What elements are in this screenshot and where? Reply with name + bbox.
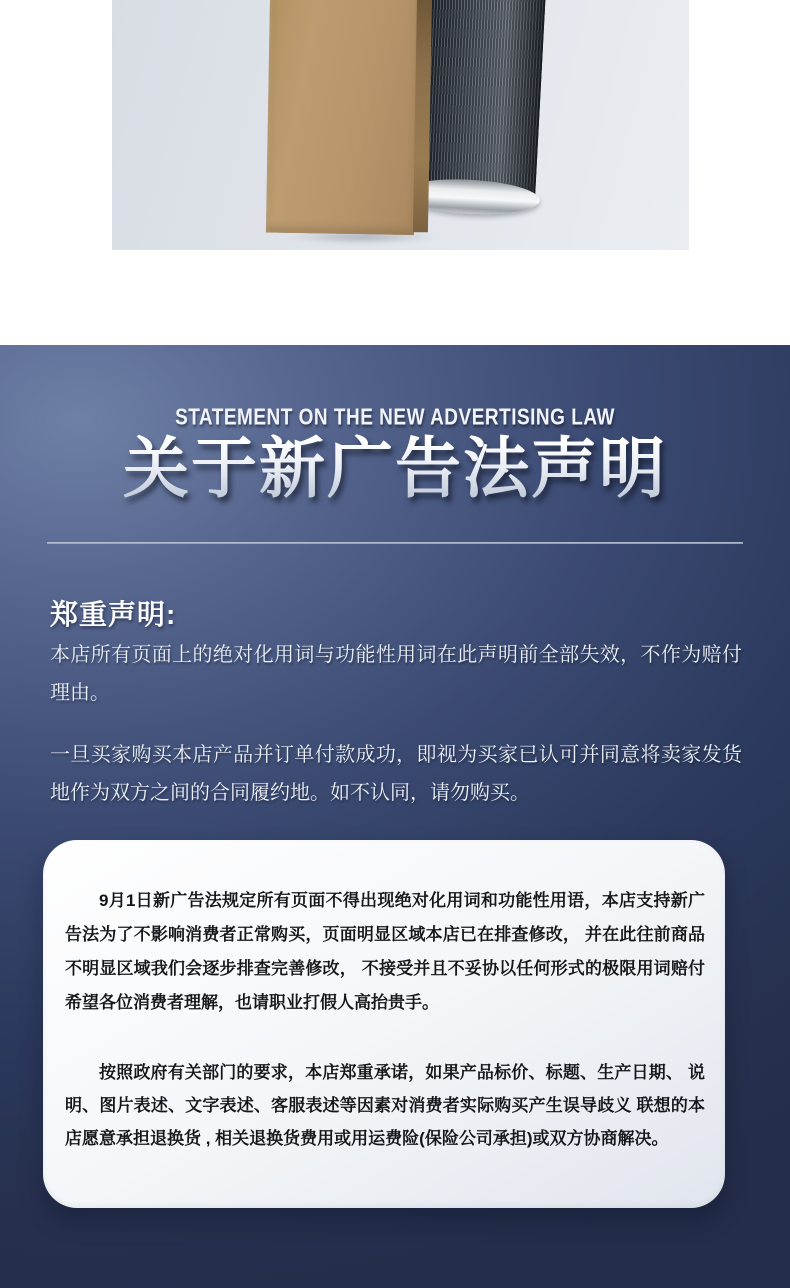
- statement-section: [0, 345, 790, 1288]
- declaration-paragraph-2: 一旦买家购买本店产品并订单付款成功，即视为买家已认可并同意将卖家发货地作为双方之间的合同履约地。如不认同，请勿购买。: [50, 744, 742, 804]
- box-front-face: [266, 0, 418, 235]
- divider-line: [47, 542, 743, 544]
- statement-eyebrow: STATEMENT ON THE NEW ADVERTISING LAW: [175, 405, 615, 431]
- notice-paragraph-2: 按照政府有关部门的要求，本店郑重承诺，如果产品标价、标题、生产日期、 说明、图片表述、文字表述、客服表述等因素对消费者实际购买产生误导歧义 联想的本店愿意承担退换货 , 相关退换货费用或用运费险(保险公司承担)或双方协商解决。: [65, 1063, 705, 1148]
- box-side-face: [413, 0, 432, 232]
- notice-card: [43, 840, 725, 1208]
- product-photo: [112, 0, 689, 250]
- packaging-box-image: [266, 0, 436, 235]
- notice-paragraph-1: 9月1日新广告法规定所有页面不得出现绝对化用词和功能性用语，本店支持新广告法为了不影响消费者正常购买，页面明显区域本店已在排查修改， 并在此往前商品不明显区域我们会逐步排查完善修改， 不接受并且不妥协以任何形式的极限用词赔付希望各位消费者理解，也请职业打假人高抬贵手。: [65, 891, 705, 1012]
- statement-title: 关于新广告法声明: [0, 431, 790, 507]
- declaration-paragraph-1: 本店所有页面上的绝对化用词与功能性用词在此声明前全部失效，不作为赔付理由。: [50, 644, 742, 704]
- declaration-heading: 郑重声明:: [50, 599, 177, 630]
